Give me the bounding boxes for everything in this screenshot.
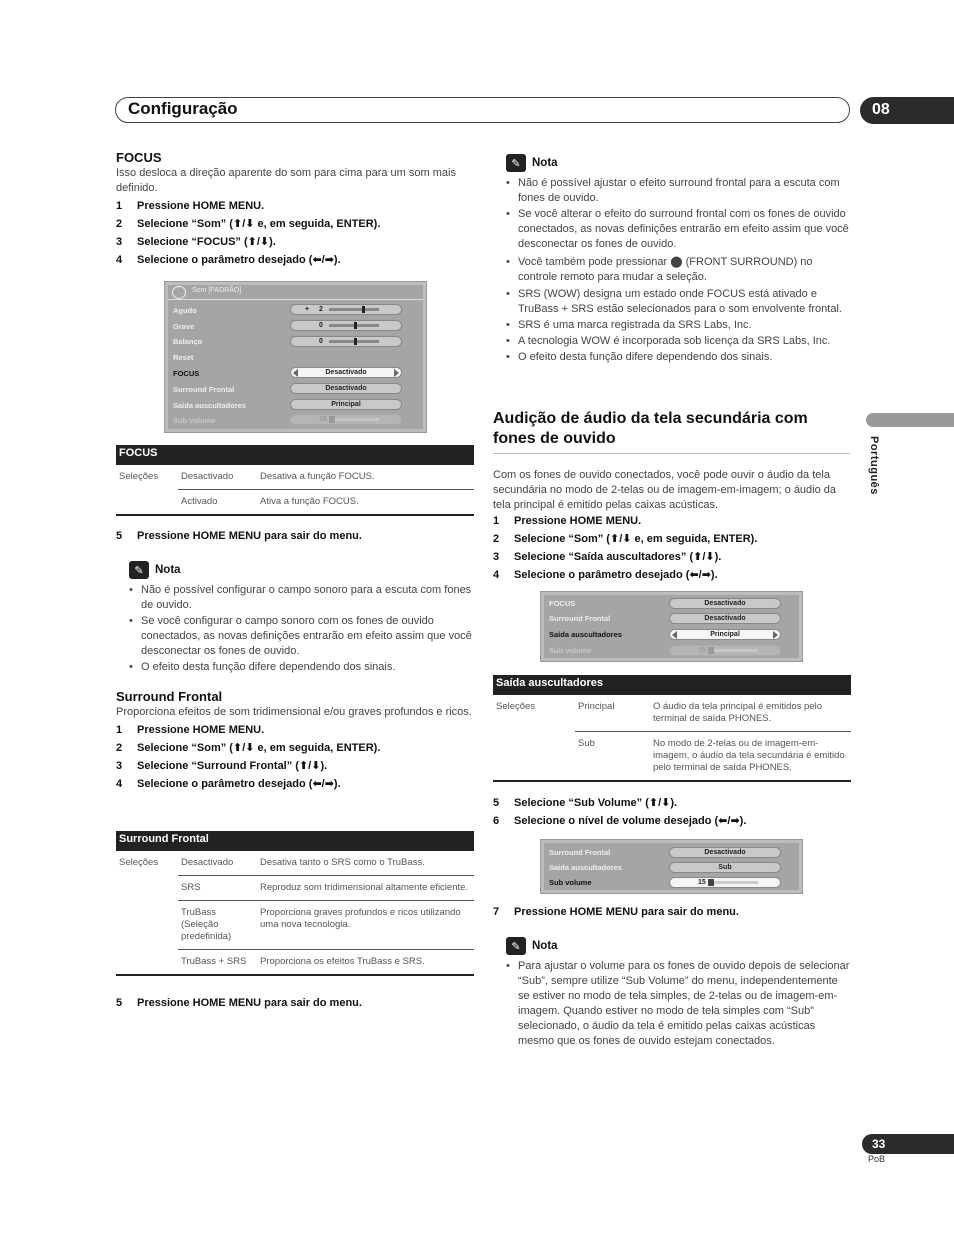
pencil-note-icon: ✎ bbox=[129, 561, 149, 579]
page-code: PoB bbox=[868, 1154, 886, 1164]
section-intro: Com os fones de ouvido conectados, você pode ouvir o áudio da tela secundária no modo de 2-telas ou de imagem-em-imagem; o áudio da tela principal é emitido pelas caixas acústicas. bbox=[493, 469, 837, 511]
osd-label: Sub volume bbox=[173, 416, 216, 425]
note-item: • Para ajustar o volume para os fones de ouvido depois de selecionar “Sub”, sempre utilize “Sub Volume” do menu, independentemente se estiver no modo de tela simples, de 2-telas ou de imagem-em-imagem. Quando estiver no modo de tela simples com “Sub” selecionado, o áudio da tela é emitido pelas caixas acústicas mesmo que os fones de ouvido estejam conectados. bbox=[506, 959, 851, 1049]
note-item: • SRS é uma marca registrada da SRS Labs, Inc. bbox=[506, 318, 851, 333]
table-row: Seleções Desactivado Desativa a função FOCUS. bbox=[116, 465, 474, 490]
osd-slider-subvolume: 15 bbox=[669, 645, 781, 656]
language-label: Português bbox=[868, 436, 880, 495]
table-title: Surround Frontal bbox=[116, 831, 474, 851]
focus-section bbox=[116, 150, 474, 269]
osd-label: Saída auscultadores bbox=[549, 863, 622, 872]
surround-table bbox=[116, 831, 474, 976]
step: 4 Selecione o parâmetro desejado (⬅/➡). bbox=[116, 778, 341, 790]
arrow-left-icon bbox=[672, 631, 677, 639]
osd-slider-subvolume[interactable]: 15 bbox=[669, 877, 781, 888]
table-row: SRS Reproduz som tridimensional altamente eficiente. bbox=[116, 876, 474, 901]
table-title: Saída auscultadores bbox=[493, 675, 851, 695]
surround-section bbox=[116, 689, 474, 793]
osd-label: Saída auscultadores bbox=[173, 401, 246, 410]
page-number: 33 bbox=[862, 1134, 954, 1154]
table-title: FOCUS bbox=[116, 445, 474, 465]
osd-label: Surround Frontal bbox=[173, 385, 235, 394]
step: 2 Selecione “Som” (⬆/⬇ e, em seguida, ENTER). bbox=[116, 218, 381, 230]
note-item: • Você também pode pressionar ⬤ (FRONT SURROUND) no controle remoto para mudar a seleção. bbox=[506, 255, 851, 285]
focus-table bbox=[116, 445, 474, 516]
steps-list bbox=[493, 512, 850, 584]
phones-table bbox=[493, 675, 851, 782]
pencil-note-icon: ✎ bbox=[506, 937, 526, 955]
note-item: • SRS (WOW) designa um estado onde FOCUS está ativado e TruBass + SRS estão selecionados para o som envolvente frontal. bbox=[506, 287, 851, 317]
step: 5 Pressione HOME MENU para sair do menu. bbox=[116, 997, 362, 1009]
note-title: Nota bbox=[532, 157, 558, 169]
step: 3 Selecione “FOCUS” (⬆/⬇). bbox=[116, 236, 276, 248]
arrow-right-icon bbox=[773, 631, 778, 639]
page-title: Configuração bbox=[128, 99, 238, 118]
osd-slider-agudo[interactable]: + 2 bbox=[290, 304, 402, 315]
note-item: • A tecnologia WOW é incorporada sob licença da SRS Labs, Inc. bbox=[506, 334, 851, 349]
step: 5 Pressione HOME MENU para sair do menu. bbox=[116, 530, 362, 542]
osd-label: Agudo bbox=[173, 306, 197, 315]
osd-select-surround[interactable]: Desactivado bbox=[669, 613, 781, 624]
osd-label: Surround Frontal bbox=[549, 614, 611, 623]
note-item: • Não é possível ajustar o efeito surround frontal para a escuta com fones de ouvido. bbox=[506, 176, 851, 206]
note-item: • Se você configurar o campo sonoro com os fones de ouvido conectados, as novas definições entrarão em efeito assim que você desconectar os fones de ouvido. bbox=[129, 614, 474, 659]
osd-label[interactable]: Reset bbox=[173, 353, 194, 362]
osd-subvolume-menu bbox=[540, 839, 803, 894]
osd-slider-balanco[interactable]: 0 bbox=[290, 336, 402, 347]
note-item: • O efeito desta função difere dependendo dos sinais. bbox=[129, 660, 474, 675]
step: 1 Pressione HOME MENU. bbox=[493, 515, 642, 527]
osd-phones-menu bbox=[540, 591, 803, 662]
table-row: Sub No modo de 2-telas ou de imagem-em-imagem, o áudio da tela secundária é emitido pelo terminal de saída PHONES. bbox=[578, 738, 845, 773]
step: 1 Pressione HOME MENU. bbox=[116, 724, 265, 736]
table-row: Seleções Desactivado Desativa tanto o SRS como o TruBass. bbox=[116, 851, 474, 876]
step: 4 Selecione o parâmetro desejado (⬅/➡). bbox=[116, 254, 341, 266]
arrow-left-icon bbox=[293, 369, 298, 377]
focus-intro: Isso desloca a direção aparente do som para cima para um som mais definido. bbox=[116, 167, 456, 194]
osd-select-phones[interactable]: Principal bbox=[669, 629, 781, 640]
note-item: • O efeito desta função difere dependendo dos sinais. bbox=[506, 350, 851, 365]
step: 5 Selecione “Sub Volume” (⬆/⬇). bbox=[493, 797, 678, 809]
note-title: Nota bbox=[155, 564, 181, 576]
focus-heading: FOCUS bbox=[116, 150, 162, 165]
table-row: Activado Ativa a função FOCUS. bbox=[181, 496, 359, 507]
note-block bbox=[506, 937, 851, 1050]
table-row: Seleções Principal O áudio da tela principal é emitidos pelo terminal de saída PHONES. bbox=[493, 695, 851, 732]
step: 2 Selecione “Som” (⬆/⬇ e, em seguida, ENTER). bbox=[493, 533, 758, 545]
section-title: Audição de áudio da tela secundária com fones de ouvido bbox=[493, 409, 850, 454]
steps-list bbox=[493, 794, 850, 830]
note-item: • Não é possível configurar o campo sonoro para a escuta com fones de ouvido. bbox=[129, 583, 474, 613]
osd-slider-subvolume: 15 bbox=[290, 414, 402, 425]
step: 3 Selecione “Surround Frontal” (⬆/⬇). bbox=[116, 760, 328, 772]
osd-label: FOCUS bbox=[173, 369, 200, 378]
osd-select-surround[interactable]: Desactivado bbox=[669, 847, 781, 858]
osd-label: Saída auscultadores bbox=[549, 630, 622, 639]
pencil-note-icon: ✎ bbox=[506, 154, 526, 172]
step: 4 Selecione o parâmetro desejado (⬅/➡). bbox=[493, 569, 718, 581]
note-item: • Se você alterar o efeito do surround frontal com os fones de ouvido conectados, as novas definições entrarão em efeito assim que você desconectar os fones de ouvido. bbox=[506, 207, 851, 252]
osd-label: Balanço bbox=[173, 337, 203, 346]
sound-icon bbox=[172, 286, 186, 299]
osd-title: Som [PADRÃO] bbox=[192, 287, 242, 294]
note-block bbox=[506, 154, 851, 366]
osd-label: Sub volume bbox=[549, 646, 592, 655]
osd-label: FOCUS bbox=[549, 599, 576, 608]
step: 2 Selecione “Som” (⬆/⬇ e, em seguida, ENTER). bbox=[116, 742, 381, 754]
osd-label: Surround Frontal bbox=[549, 848, 611, 857]
osd-label: Grave bbox=[173, 322, 195, 331]
step: 1 Pressione HOME MENU. bbox=[116, 200, 265, 212]
step: 3 Selecione “Saída auscultadores” (⬆/⬇). bbox=[493, 551, 722, 563]
osd-select-focus[interactable]: Desactivado bbox=[669, 598, 781, 609]
step: 7 Pressione HOME MENU para sair do menu. bbox=[493, 906, 739, 918]
table-row: TruBass (Seleção predefinida) Proporciona graves profundos e ricos utilizando uma nova tecnologia. bbox=[116, 901, 474, 950]
osd-sound-menu bbox=[164, 281, 427, 433]
step: 6 Selecione o nível de volume desejado (⬅/➡). bbox=[493, 815, 747, 827]
osd-select-phones[interactable]: Sub bbox=[669, 862, 781, 873]
language-tab bbox=[866, 413, 954, 427]
note-title: Nota bbox=[532, 940, 558, 952]
note-block bbox=[129, 561, 474, 676]
arrow-right-icon bbox=[394, 369, 399, 377]
surround-intro: Proporciona efeitos de som tridimensional e/ou graves profundos e ricos. bbox=[116, 706, 472, 718]
osd-slider-grave[interactable]: 0 bbox=[290, 320, 402, 331]
surround-heading: Surround Frontal bbox=[116, 689, 223, 704]
chapter-badge: 08 bbox=[860, 97, 954, 124]
osd-select-surround[interactable]: Desactivado bbox=[290, 383, 402, 394]
osd-select-focus[interactable]: Desactivado bbox=[290, 367, 402, 378]
table-row: TruBass + SRS Proporciona os efeitos TruBass e SRS. bbox=[181, 956, 425, 967]
osd-label: Sub volume bbox=[549, 878, 592, 887]
osd-select-phones[interactable]: Principal bbox=[290, 399, 402, 410]
